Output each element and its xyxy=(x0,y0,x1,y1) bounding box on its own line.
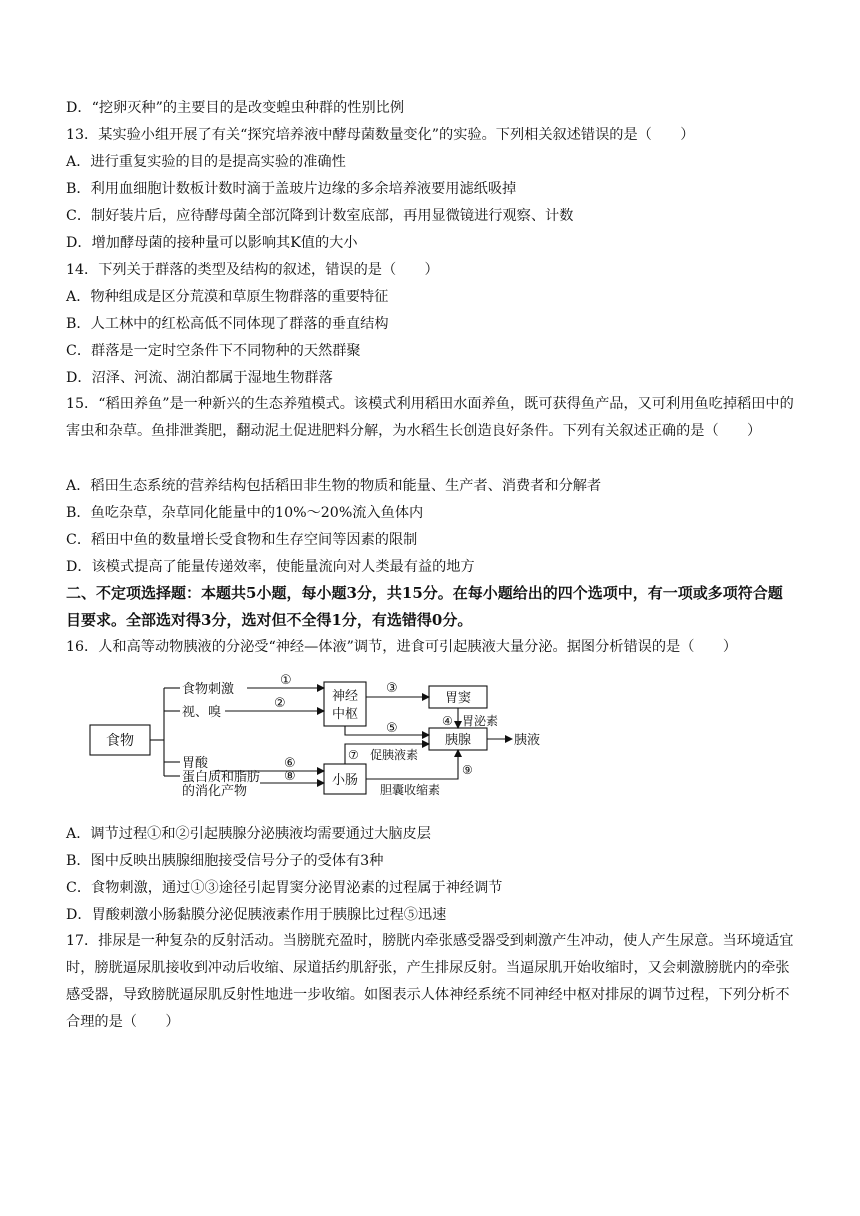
q12-option-d: D．“挖卵灭种”的主要目的是改变蝗虫种群的性别比例 xyxy=(66,100,405,116)
num-3: ③ xyxy=(386,681,398,696)
q15-stem: 15．“稻田养鱼”是一种新兴的生态养殖模式。该模式利用稻田水面养鱼，既可获得鱼产品，又可利用鱼吃掉稻田中的害虫和杂草。鱼排泄粪肥，翻动泥土促进肥料分解，为水稻生长创造良好条件。下列有关叙述正确的是（ ） xyxy=(66,396,794,439)
num-2: ② xyxy=(274,696,286,711)
num-6: ⑥ xyxy=(284,756,296,771)
digest-label-1: 蛋白质和脂肪 xyxy=(182,770,261,785)
acid-label: 胃酸 xyxy=(182,756,209,771)
center-label-2: 中枢 xyxy=(331,707,359,722)
q14-option-d: D．沼泽、河流、湖泊都属于湿地生物群落 xyxy=(66,370,333,386)
secretin-label: 促胰液素 xyxy=(370,748,419,762)
cck-label: 胆囊收缩素 xyxy=(380,783,441,797)
q15-option-b: B．鱼吃杂草，杂草同化能量中的10%～20%流入鱼体内 xyxy=(66,505,424,521)
food-label: 食物 xyxy=(106,733,134,749)
stimulus-label: 食物刺激 xyxy=(182,682,235,697)
gastrin-label: 胃泌素 xyxy=(462,714,499,728)
section2-heading: 二、不定项选择题：本题共5小题，每小题3分，共15分。在每小题给出的四个选项中，有一项或多项符合题目要求。全部选对得3分，选对但不全得1分，有选错得0分。 xyxy=(66,584,783,629)
q13-option-c: C．制好装片后，应待酵母菌全部沉降到计数室底部，再用显微镜进行观察、计数 xyxy=(66,208,574,224)
q14-option-a: A．物种组成是区分荒漠和草原生物群落的重要特征 xyxy=(66,289,389,305)
q16-option-c: C．食物刺激，通过①③途径引起胃窦分泌胃泌素的过程属于神经调节 xyxy=(66,880,503,896)
q13-option-d: D．增加酵母菌的接种量可以影响其K值的大小 xyxy=(66,235,358,251)
q14-option-c: C．群落是一定时空条件下不同物种的天然群聚 xyxy=(66,343,361,359)
digest-label-2: 的消化产物 xyxy=(182,784,248,799)
intestine-label: 小肠 xyxy=(331,773,359,788)
q16-option-b: B．图中反映出胰腺细胞接受信号分子的受体有3种 xyxy=(66,853,384,869)
num-9: ⑨ xyxy=(462,763,473,777)
num-8: ⑧ xyxy=(284,769,296,784)
pancreas-label: 胰腺 xyxy=(444,733,472,748)
q14-stem: 14．下列关于群落的类型及结构的叙述，错误的是（ ） xyxy=(66,262,439,278)
num-1: ① xyxy=(280,673,292,688)
q13-stem: 13．某实验小组开展了有关“探究培养液中酵母菌数量变化”的实验。下列相关叙述错误的是（ ） xyxy=(66,127,695,143)
num-4: ④ xyxy=(442,714,453,728)
antrum-label: 胃窦 xyxy=(444,691,472,706)
q13-option-b: B．利用血细胞计数板计数时滴于盖玻片边缘的多余培养液要用滤纸吸掉 xyxy=(66,181,517,197)
sight-smell-label: 视、嗅 xyxy=(182,705,222,720)
q16-stem: 16．人和高等动物胰液的分泌受“神经—体液”调节，进食可引起胰液大量分泌。据图分析错误的是（ ） xyxy=(66,639,738,655)
center-label-1: 神经 xyxy=(331,689,359,704)
q17-stem: 17．排尿是一种复杂的反射活动。当膀胱充盈时，膀胱内牵张感受器受到刺激产生冲动，使人产生尿意。当环境适宜时，膀胱逼尿肌接收到冲动后收缩、尿道括约肌舒张，产生排尿反射。当逼尿肌开始收缩时，又会刺激膀胱内的牵张感受器，导致膀胱逼尿肌反射性地进一步收缩。如图表示人体神经系统不同神经中枢对排尿的调节过程，下列分析不合理的是（ ） xyxy=(66,933,794,1030)
num-7: ⑦ xyxy=(348,748,359,762)
q15-option-c: C．稻田中鱼的数量增长受食物和生存空间等因素的限制 xyxy=(66,532,418,548)
q16-option-a: A．调节过程①和②引起胰腺分泌胰液均需要通过大脑皮层 xyxy=(66,826,431,842)
q14-option-b: B．人工林中的红松高低不同体现了群落的垂直结构 xyxy=(66,316,389,332)
q16-diagram xyxy=(80,668,560,816)
q13-option-a: A．进行重复实验的目的是提高实验的准确性 xyxy=(66,154,346,170)
q15-option-d: D．该模式提高了能量传递效率，使能量流向对人类最有益的地方 xyxy=(66,559,475,575)
juice-label: 胰液 xyxy=(514,733,541,748)
q15-option-a: A．稻田生态系统的营养结构包括稻田非生物的物质和能量、生产者、消费者和分解者 xyxy=(66,478,602,494)
q16-option-d: D．胃酸刺激小肠黏膜分泌促胰液素作用于胰腺比过程⑤迅速 xyxy=(66,907,447,923)
num-5: ⑤ xyxy=(386,721,398,736)
